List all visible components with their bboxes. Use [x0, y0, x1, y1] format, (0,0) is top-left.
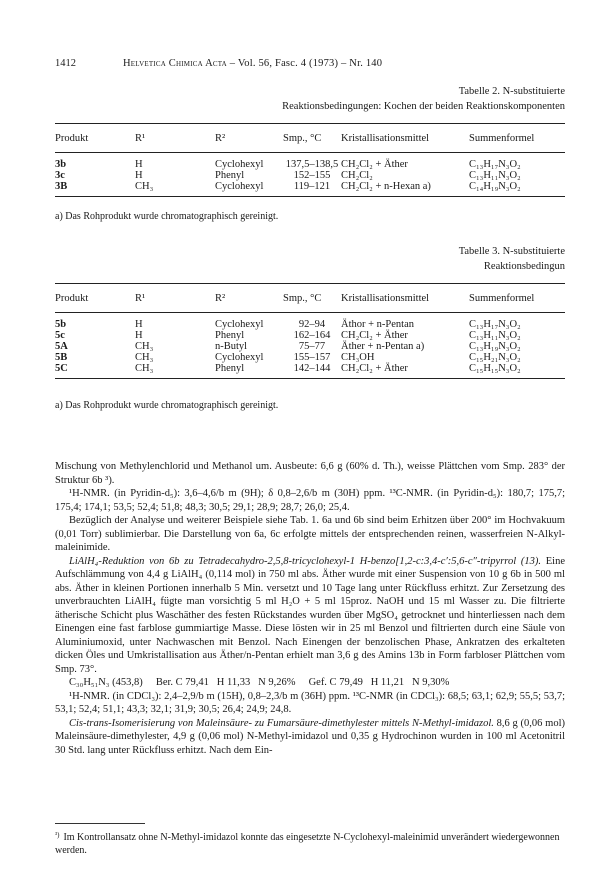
table-cell: 75–77	[298, 341, 326, 352]
table-cell: CH₃OH	[341, 352, 375, 363]
table-cell: Äthor + n-Pentan	[341, 319, 414, 330]
column-header: Produkt	[55, 124, 135, 153]
footnote-rule	[55, 823, 145, 824]
page-footnote	[55, 829, 565, 857]
table-cell: 3c	[55, 170, 65, 181]
table-cell: H	[135, 330, 143, 341]
table-cell: Cyclohexyl	[215, 319, 264, 330]
table-row	[55, 363, 565, 379]
table-cell: H	[135, 319, 143, 330]
table-cell: 162–164	[293, 330, 331, 341]
table3-footnote: a) Das Rohprodukt wurde chromatographisch gereinigt.	[55, 400, 279, 411]
table-cell: C₁₃H₁₉N₃O₂	[469, 341, 521, 352]
table3-caption-line1: Tabelle 3. N-substituierte	[458, 246, 565, 257]
table-cell: 5B	[55, 352, 68, 363]
table2-caption-line1: Tabelle 2. N-substituierte	[458, 86, 565, 97]
table-row	[55, 170, 565, 181]
procedure-title: LiAlH₄-Reduktion von 6b zu Tetradecahydro-2,5,8-tricyclohexyl-1 H-benzo[1,2-c:3,4-c′:5,6-c″-tripyrrol (13).	[69, 555, 542, 567]
procedure-text: Eine Aufschlämmung von 4,4 g LiAlH₄ (0,114 mol) in 750 ml abs. Äther wurde mit einer Suspension von 10 g 6b in 500 ml abs. Äther in kleinen Portionen innerhalb 5 Min. versetzt und 10 Tage lang unter Rückfluss erhitzt. Zur Zersetzung des unverbrauchten LiAlH₄ fügte man vorsichtig 5 ml H₂O + 5 ml 15proz. NaOH und 15 ml Wasser zu. Die filtrierte ätherische Schicht plus Waschäther des festen Rückstandes wurden über MgSO₄ getrocknet und hinterliessen nach dem Einengen eine fast farblose gummiartige Masse. Diese lösten wir in 25 ml Benzol und filtrierten durch eine Säule von Aluminiumoxid, unter Nachwaschen mit Benzol. Nach Einengen der benzolischen Phase, Ankratzen des erkalteten dicken Öles und Umkristallisation aus Äther/n-Pentan erhielt man 3,6 g des Amins 13b in Form farbloser Plättchen vom Smp. 73°.	[55, 555, 566, 675]
table-cell: C₁₅H₂₁N₃O₂	[469, 352, 521, 363]
table-cell: 137,5–138,5	[285, 159, 339, 170]
column-header: Kristallisationsmittel	[341, 124, 469, 153]
table-cell: C₁₃H₁₇N₃O₂	[469, 159, 521, 170]
table-cell: C₁₃H₁₁N₃O₂	[469, 330, 521, 341]
table-cell: 155–157	[293, 352, 331, 363]
table-cell: 5b	[55, 319, 67, 330]
table-cell: 5c	[55, 330, 65, 341]
table-cell: CH₂Cl₂	[341, 170, 373, 181]
column-header: R¹	[135, 124, 215, 153]
table2-caption	[282, 84, 565, 114]
table-cell: CH₃	[135, 181, 215, 197]
table-cell: 3b	[55, 159, 67, 170]
table-cell: CH₂Cl₂ + Äther	[341, 159, 408, 170]
column-header: Smp., °C	[283, 124, 341, 153]
table-cell: CH₃	[135, 341, 154, 352]
table-cell: 5C	[55, 363, 135, 379]
table-cell: Phenyl	[215, 363, 283, 379]
nmr-paragraph: ¹H-NMR. (in CDCl₃): 2,4–2,9/b m (15H), 0,8–2,3/b m (36H) ppm. ¹³C-NMR (in CDCl₃): 68,5; 63,1; 62,9; 55,5; 53,7; 53,1; 52,4; 51,1; 43,3; 32,1; 31,9; 30,5; 26,4; 24,9; 24,8.	[55, 690, 565, 715]
table-cell: Äther + n-Pentan a)	[341, 341, 425, 352]
paragraph: Bezüglich der Analyse und weiterer Beispiele siehe Tab. 1. 6a und 6b sind beim Erhitzen über 200° im Hochvakuum (0,01 Torr) sublimierbar. Die Darstellung von 6a, 6c erfolgte mittels der entsprechenden reinen, wasserfreien N-Alkyl-maleinimide.	[55, 515, 565, 553]
table-row	[55, 330, 565, 341]
journal-name: Helvetica Chimica Acta	[123, 58, 227, 69]
paragraph: Mischung von Methylenchlorid und Methanol um. Ausbeute: 6,6 g (60% d. Th.), weisse Plättchen vom Smp. 283° der Struktur 6b ³).	[55, 461, 565, 486]
footnote-text: Im Kontrollansatz ohne N-Methyl-imidazol konnte das eingesetzte N-Cyclohexyl-maleinimid unverändert wiedergewonnen werden.	[55, 832, 560, 856]
table-cell: CH₂Cl₂ + n-Hexan a)	[341, 181, 469, 197]
analysis-line: C₃₀H₅₁N₃ (453,8) Ber. C 79,41 H 11,33 N 9,26% Gef. C 79,49 H 11,21 N 9,30%	[69, 677, 450, 688]
column-header: Kristallisationsmittel	[341, 284, 469, 313]
table2-caption-line2: Reaktionsbedingungen: Kochen der beiden Reaktionskomponenten	[282, 101, 565, 112]
table-cell: C₁₃H₁₁N₃O₂	[469, 170, 521, 181]
table-cell: n-Butyl	[215, 341, 248, 352]
table-cell: Cyclohexyl	[215, 159, 264, 170]
column-header: Summenformel	[469, 124, 565, 153]
procedure-paragraph	[55, 717, 565, 758]
table-cell: C₁₄H₁₉N₃O₂	[469, 181, 565, 197]
table-cell: Cyclohexyl	[215, 352, 264, 363]
column-header: R²	[215, 124, 283, 153]
table-cell: 119–121	[283, 181, 341, 197]
table-cell: CH₂Cl₂ + Äther	[341, 363, 469, 379]
table-cell: C₁₅H₁₅N₃O₂	[469, 363, 565, 379]
column-header: R¹	[135, 284, 215, 313]
column-header: Produkt	[55, 284, 135, 313]
table3-caption-line2: Reaktionsbedingun	[483, 261, 565, 272]
procedure-text: 8,6 g (0,06 mol) Maleinsäure-dimethylester, 4,9 g (0,06 mol) N-Methyl-imidazol und 0,35 g Hydrochinon wurden in 100 ml Acetonitril 30 Std. lang unter Rückfluss erhitzt. Nach dem Ein-	[55, 717, 566, 756]
table-cell: C₁₃H₁₇N₃O₂	[469, 319, 521, 330]
table-row	[55, 313, 565, 331]
table-cell: Phenyl	[215, 170, 245, 181]
footnote-mark: ³)	[55, 831, 60, 839]
table-cell: 3B	[55, 181, 135, 197]
table2-footnote: a) Das Rohprodukt wurde chromatographisch gereinigt.	[55, 211, 279, 222]
table-cell: 92–94	[298, 319, 326, 330]
running-header	[55, 58, 565, 69]
column-header: Summenformel	[469, 284, 565, 313]
table-cell: Cyclohexyl	[215, 181, 283, 197]
column-header: R²	[215, 284, 283, 313]
table3	[55, 283, 565, 379]
table-cell: Phenyl	[215, 330, 245, 341]
table3-caption	[459, 244, 565, 274]
paper-page	[55, 0, 565, 888]
table-row	[55, 352, 565, 363]
table-cell: CH₃	[135, 352, 154, 363]
table-row	[55, 341, 565, 352]
procedure-title: Cis-trans-Isomerisierung von Maleinsäure- zu Fumarsäure-dimethylester mittels N-Methyl-imidazol.	[69, 717, 494, 729]
table-cell: H	[135, 159, 143, 170]
table-row	[55, 153, 565, 171]
column-header: Smp., °C	[283, 284, 341, 313]
table-cell: CH₂Cl₂ + Äther	[341, 330, 408, 341]
table-cell: 152–155	[293, 170, 331, 181]
body-text	[55, 460, 565, 757]
table2	[55, 123, 565, 197]
table-row	[55, 181, 565, 197]
procedure-paragraph	[55, 555, 565, 677]
nmr-paragraph: ¹H-NMR. (in Pyridin-d₅): 3,6–4,6/b m (9H); δ 0,8–2,6/b m (30H) ppm. ¹³C-NMR. (in Pyridin-d₅): 180,7; 175,7; 175,4; 174,1; 53,5; 52,4; 51,8; 48,3; 30,5; 29,1; 28,9; 28,7; 26,0; 25,4.	[55, 488, 565, 513]
table-cell: H	[135, 170, 143, 181]
table-cell: 142–144	[283, 363, 341, 379]
volume-info: – Vol. 56, Fasc. 4 (1973) – Nr. 140	[229, 58, 383, 69]
table-cell: 5A	[55, 341, 68, 352]
page-number: 1412	[55, 58, 76, 69]
table-cell: CH₃	[135, 363, 215, 379]
